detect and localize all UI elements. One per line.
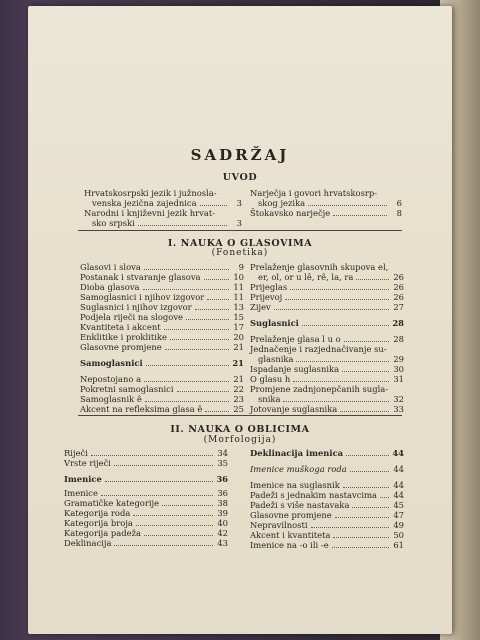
dot-leader bbox=[343, 487, 389, 488]
toc-entry bbox=[250, 302, 404, 312]
toc-entry bbox=[80, 332, 244, 342]
contents-page bbox=[28, 6, 452, 634]
toc-entry bbox=[84, 188, 242, 198]
toc-page-number: 45 bbox=[393, 500, 404, 510]
dot-leader bbox=[207, 299, 229, 300]
toc-page-number: 25 bbox=[233, 404, 244, 414]
toc-page-number: 31 bbox=[393, 374, 404, 384]
dot-leader bbox=[308, 205, 387, 206]
toc-entry bbox=[250, 520, 404, 530]
dot-leader bbox=[296, 361, 389, 362]
dot-leader bbox=[200, 205, 227, 206]
toc-entry bbox=[64, 528, 228, 538]
toc-page-number: 29 bbox=[393, 354, 404, 364]
toc-page-number: 11 bbox=[233, 282, 244, 292]
toc-entry-label: Dioba glasova bbox=[80, 282, 140, 292]
toc-entry-label: sko srpski bbox=[92, 218, 135, 228]
toc-entry-label: skog jezika bbox=[258, 198, 306, 208]
toc-entry bbox=[250, 282, 404, 292]
toc-entry-label: Kategorija broja bbox=[64, 518, 133, 528]
toc-entry bbox=[64, 538, 228, 548]
toc-entry bbox=[250, 318, 404, 328]
dot-leader bbox=[333, 215, 387, 216]
toc-entry-label: Postanak i stvaranje glasova bbox=[80, 272, 201, 282]
toc-entry bbox=[80, 292, 244, 302]
toc-entry-label: Zijev bbox=[250, 302, 271, 312]
toc-page-number: 35 bbox=[217, 458, 228, 468]
toc-entry-label: Samoglasnici bbox=[80, 358, 143, 368]
toc-entry bbox=[80, 302, 244, 312]
toc-entry bbox=[250, 404, 404, 414]
toc-page-number: 47 bbox=[393, 510, 404, 520]
dot-leader bbox=[146, 365, 229, 366]
toc-entry bbox=[250, 334, 404, 344]
toc-entry-label: Prelaženje glasovnih skupova el, bbox=[250, 262, 389, 272]
dot-leader bbox=[165, 349, 229, 350]
toc-entry-label: Jednačenje i razjednačivanje su- bbox=[250, 344, 387, 354]
toc-entry-label: Pokretni samoglasnici bbox=[80, 384, 174, 394]
toc-page-number: 38 bbox=[217, 498, 228, 508]
toc-page-number: 61 bbox=[393, 540, 404, 550]
toc-page-number: 28 bbox=[393, 334, 404, 344]
toc-page-number: 43 bbox=[217, 538, 228, 548]
toc-entry-label: Padeži s jednakim nastavcima bbox=[250, 490, 378, 500]
toc-page-number: 32 bbox=[393, 394, 404, 404]
toc-entry-label: Narodni i književni jezik hrvat- bbox=[84, 208, 216, 218]
toc-page-number: 10 bbox=[233, 272, 244, 282]
part1-subheading: (Fonetika) bbox=[211, 248, 269, 258]
toc-entry-label: Imenice na -o ili -e bbox=[250, 540, 329, 550]
dot-leader bbox=[311, 527, 389, 528]
toc-entry bbox=[250, 448, 404, 458]
dot-leader bbox=[105, 481, 213, 482]
toc-page-number: 26 bbox=[393, 272, 404, 282]
toc-entry bbox=[64, 518, 228, 528]
toc-entry bbox=[84, 208, 242, 218]
toc-entry-label: Suglasnici bbox=[250, 318, 299, 328]
toc-entry-label: Glasovne promjene bbox=[80, 342, 162, 352]
toc-page-number: 11 bbox=[233, 292, 244, 302]
divider bbox=[78, 230, 402, 231]
toc-entry-label: Imenice bbox=[64, 474, 102, 484]
toc-entry bbox=[64, 448, 228, 458]
dot-leader bbox=[114, 545, 213, 546]
dot-leader bbox=[290, 289, 389, 290]
dot-leader bbox=[186, 319, 229, 320]
dot-leader bbox=[205, 411, 229, 412]
toc-entry-label: snika bbox=[258, 394, 281, 404]
toc-entry-label: Kategorija roda bbox=[64, 508, 131, 518]
toc-entry-label: Imenice na suglasnik bbox=[250, 480, 340, 490]
part2-subheading: (Morfologija) bbox=[203, 435, 277, 445]
toc-entry-label: Gramatičke kategorije bbox=[64, 498, 160, 508]
dot-leader bbox=[356, 279, 389, 280]
toc-entry-label: Riječi bbox=[64, 448, 88, 458]
toc-entry-label: Podjela riječi na slogove bbox=[80, 312, 184, 322]
toc-entry bbox=[250, 540, 404, 550]
toc-entry bbox=[250, 384, 404, 394]
toc-entry-label: Glasovne promjene bbox=[250, 510, 332, 520]
divider bbox=[78, 415, 402, 416]
toc-entry bbox=[64, 458, 228, 468]
dot-leader bbox=[195, 309, 229, 310]
dot-leader bbox=[283, 401, 389, 402]
dot-leader bbox=[335, 517, 389, 518]
dot-leader bbox=[133, 515, 213, 516]
dot-leader bbox=[138, 225, 227, 226]
toc-entry bbox=[250, 262, 404, 272]
toc-page-number: 21 bbox=[233, 374, 244, 384]
toc-page-number: 44 bbox=[393, 480, 404, 490]
toc-entry bbox=[250, 490, 404, 500]
dot-leader bbox=[91, 455, 213, 456]
dot-leader bbox=[340, 411, 389, 412]
dot-leader bbox=[164, 329, 229, 330]
dot-leader bbox=[302, 325, 389, 326]
toc-page-number: 30 bbox=[393, 364, 404, 374]
toc-page-number: 27 bbox=[393, 302, 404, 312]
dot-leader bbox=[144, 269, 229, 270]
toc-entry-label: Imenice bbox=[64, 488, 98, 498]
toc-entry bbox=[80, 394, 244, 404]
toc-entry bbox=[250, 292, 404, 302]
toc-entry bbox=[80, 272, 244, 282]
part2-heading: II. NAUKA O OBLICIMA bbox=[170, 424, 310, 435]
toc-entry-label: er, ol, or u lê, rê, la, ra bbox=[258, 272, 354, 282]
toc-page-number: 39 bbox=[217, 508, 228, 518]
toc-entry-label: Kvantiteta i akcent bbox=[80, 322, 161, 332]
toc-entry-label: Padeži s više nastavaka bbox=[250, 500, 350, 510]
toc-entry-label: Suglasnici i njihov izgovor bbox=[80, 302, 192, 312]
toc-page-number: 44 bbox=[392, 448, 404, 458]
toc-entry-label: Vrste riječi bbox=[64, 458, 111, 468]
toc-entry bbox=[250, 464, 404, 474]
toc-page-number: 49 bbox=[393, 520, 404, 530]
toc-entry bbox=[64, 498, 228, 508]
toc-entry-label: Ispadanje suglasnika bbox=[250, 364, 340, 374]
toc-entry-label: Narječja i govori hrvatskosrp- bbox=[250, 188, 378, 198]
dot-leader bbox=[136, 525, 213, 526]
toc-entry-label: Prelaženje glasa l u o bbox=[250, 334, 341, 344]
toc-entry-label: Nepravilnosti bbox=[250, 520, 308, 530]
toc-entry bbox=[64, 488, 228, 498]
toc-entry-label: Deklinacija imenica bbox=[250, 448, 344, 458]
dot-leader bbox=[285, 299, 389, 300]
toc-entry bbox=[258, 394, 404, 404]
dot-leader bbox=[342, 371, 389, 372]
toc-page-number: 23 bbox=[233, 394, 244, 404]
dot-leader bbox=[274, 309, 389, 310]
dot-leader bbox=[170, 339, 229, 340]
toc-entry bbox=[258, 354, 404, 364]
toc-page-number: 36 bbox=[216, 474, 228, 484]
toc-entry bbox=[250, 188, 402, 198]
page-title: SADRŽAJ bbox=[190, 146, 290, 164]
dot-leader bbox=[344, 341, 389, 342]
dot-leader bbox=[293, 381, 389, 382]
toc-entry bbox=[80, 404, 244, 414]
toc-entry bbox=[80, 282, 244, 292]
toc-entry bbox=[64, 508, 228, 518]
toc-entry bbox=[250, 480, 404, 490]
dot-leader bbox=[204, 279, 229, 280]
toc-page-number: 44 bbox=[393, 464, 404, 474]
toc-page-number: 20 bbox=[233, 332, 244, 342]
toc-page-number: 3 bbox=[236, 218, 242, 228]
toc-page-number: 9 bbox=[238, 262, 244, 272]
toc-entry bbox=[250, 344, 404, 354]
toc-page-number: 6 bbox=[396, 198, 402, 208]
toc-entry-label: Prijeglas bbox=[250, 282, 288, 292]
dot-leader bbox=[143, 289, 229, 290]
toc-entry bbox=[80, 262, 244, 272]
uvod-heading: UVOD bbox=[222, 172, 258, 183]
toc-entry bbox=[80, 358, 244, 368]
toc-entry bbox=[258, 198, 402, 208]
toc-entry bbox=[250, 374, 404, 384]
toc-page-number: 21 bbox=[232, 358, 244, 368]
toc-entry-label: Samoglasnici i njihov izgovor bbox=[80, 292, 205, 302]
toc-entry bbox=[250, 510, 404, 520]
toc-entry-label: Kategorija padeža bbox=[64, 528, 141, 538]
toc-page-number: 34 bbox=[217, 448, 228, 458]
toc-entry-label: Nepostojano a bbox=[80, 374, 142, 384]
toc-entry-label: Prijevoj bbox=[250, 292, 283, 302]
toc-entry bbox=[250, 208, 402, 218]
dot-leader bbox=[144, 535, 213, 536]
toc-page-number: 28 bbox=[392, 318, 404, 328]
toc-page-number: 26 bbox=[393, 282, 404, 292]
toc-entry bbox=[250, 500, 404, 510]
dot-leader bbox=[114, 465, 213, 466]
dot-leader bbox=[101, 495, 213, 496]
toc-page-number: 17 bbox=[233, 322, 244, 332]
toc-entry-label: venska jezična zajednica bbox=[92, 198, 197, 208]
dot-leader bbox=[346, 455, 389, 456]
dot-leader bbox=[350, 471, 389, 472]
toc-entry bbox=[92, 218, 242, 228]
toc-entry-label: Jotovanje suglasnika bbox=[250, 404, 338, 414]
toc-entry-label: Glasovi i slova bbox=[80, 262, 141, 272]
toc-entry-label: Akcent na refleksima glasa ê bbox=[80, 404, 203, 414]
dot-leader bbox=[333, 537, 389, 538]
toc-page-number: 36 bbox=[217, 488, 228, 498]
toc-entry bbox=[80, 384, 244, 394]
toc-page-number: 50 bbox=[393, 530, 404, 540]
toc-page-number: 33 bbox=[393, 404, 404, 414]
toc-page-number: 13 bbox=[233, 302, 244, 312]
dot-leader bbox=[145, 401, 229, 402]
dot-leader bbox=[177, 391, 229, 392]
toc-page-number: 40 bbox=[217, 518, 228, 528]
toc-entry bbox=[92, 198, 242, 208]
toc-page-number: 8 bbox=[396, 208, 402, 218]
dot-leader bbox=[352, 507, 389, 508]
toc-page-number: 44 bbox=[393, 490, 404, 500]
toc-entry bbox=[64, 474, 228, 484]
toc-entry bbox=[258, 272, 404, 282]
toc-entry bbox=[80, 374, 244, 384]
toc-entry bbox=[80, 322, 244, 332]
toc-page-number: 15 bbox=[233, 312, 244, 322]
part1-heading: I. NAUKA O GLASOVIMA bbox=[167, 238, 313, 249]
toc-entry bbox=[80, 312, 244, 322]
toc-entry bbox=[80, 342, 244, 352]
toc-entry-label: Deklinacija bbox=[64, 538, 112, 548]
dot-leader bbox=[162, 505, 213, 506]
toc-entry-label: Štokavsko narječje bbox=[250, 208, 331, 218]
toc-entry-label: O glasu h bbox=[250, 374, 291, 384]
toc-page-number: 22 bbox=[233, 384, 244, 394]
toc-entry-label: Hrvatskosrpski jezik i južnosla- bbox=[84, 188, 217, 198]
toc-page-number: 26 bbox=[393, 292, 404, 302]
toc-entry-label: Akcent i kvantiteta bbox=[250, 530, 331, 540]
toc-entry-label: Imenice muškoga roda bbox=[250, 464, 347, 474]
toc-page-number: 3 bbox=[236, 198, 242, 208]
toc-entry-label: Samoglasnik ê bbox=[80, 394, 142, 404]
dot-leader bbox=[144, 381, 229, 382]
dot-leader bbox=[332, 547, 389, 548]
toc-entry-label: Enklitike i proklitike bbox=[80, 332, 167, 342]
toc-entry bbox=[250, 530, 404, 540]
toc-entry-label: glasnika bbox=[258, 354, 294, 364]
toc-page-number: 21 bbox=[233, 342, 244, 352]
toc-entry-label: Promjene zadnjonepčanih sugla- bbox=[250, 384, 389, 394]
dot-leader bbox=[380, 497, 389, 498]
toc-entry bbox=[250, 364, 404, 374]
toc-page-number: 42 bbox=[217, 528, 228, 538]
